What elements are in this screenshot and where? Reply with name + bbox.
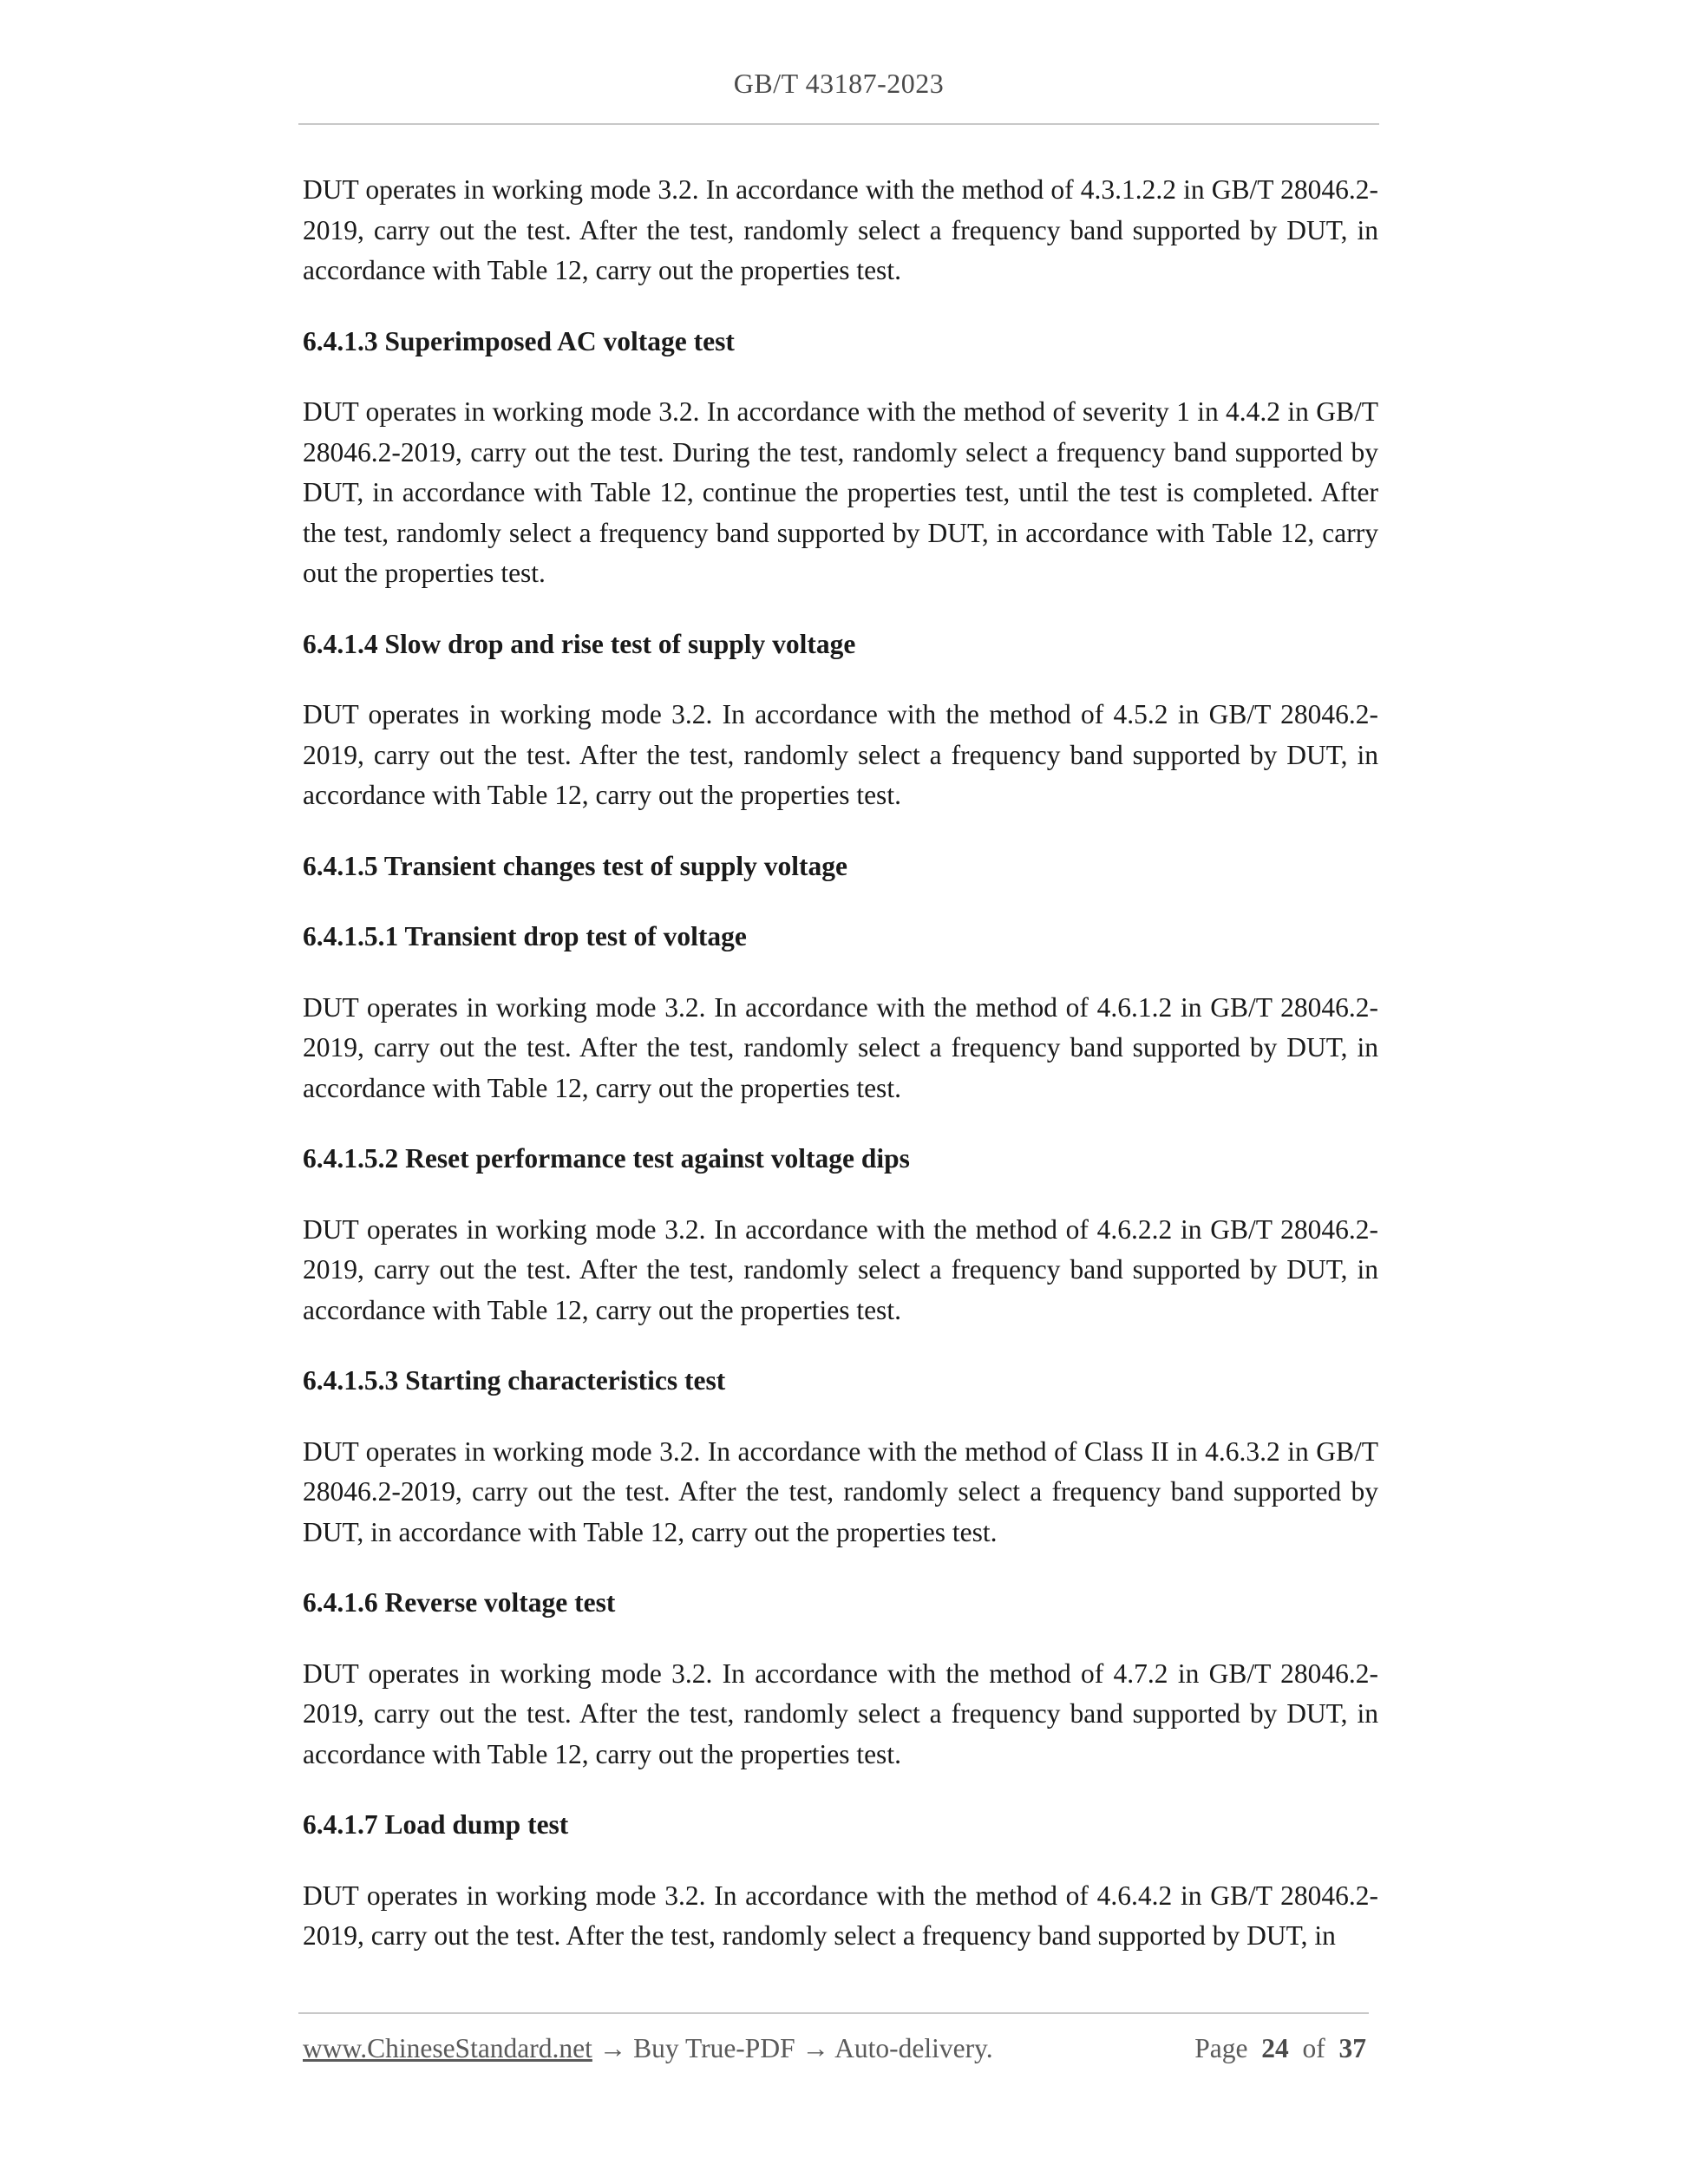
section-heading-6-4-1-3: 6.4.1.3 Superimposed AC voltage test: [303, 325, 735, 356]
section-heading-6-4-1-4: 6.4.1.4 Slow drop and rise test of supply voltage: [303, 628, 856, 659]
of-label: of: [1302, 2033, 1325, 2063]
total-pages-number: 37: [1338, 2033, 1366, 2063]
page-footer: [303, 2033, 1366, 2071]
paragraph: DUT operates in working mode 3.2. In accordance with the method of 4.7.2 in GB/T 28046.2-2019, carry out the test. After the test, randomly select a frequency band supported by DUT, in accordance with Table 12, carry out the properties test.: [303, 1658, 1378, 1769]
section-heading-6-4-1-5-2: 6.4.1.5.2 Reset performance test against voltage dips: [303, 1143, 910, 1174]
page-header-title: GB/T 43187-2023: [733, 68, 945, 99]
page-indicator: [1194, 2033, 1366, 2064]
section-heading-6-4-1-5-1: 6.4.1.5.1 Transient drop test of voltage: [303, 921, 747, 951]
section-heading-6-4-1-5-3: 6.4.1.5.3 Starting characteristics test: [303, 1365, 726, 1396]
section-heading-6-4-1-7: 6.4.1.7 Load dump test: [303, 1809, 569, 1840]
footer-divider: [298, 2012, 1369, 2014]
footer-promo: [303, 2033, 993, 2064]
document-body: [303, 170, 1378, 1987]
website-link[interactable]: www.ChineseStandard.net: [303, 2033, 592, 2063]
paragraph: DUT operates in working mode 3.2. In accordance with the method of 4.6.4.2 in GB/T 28046.2-2019, carry out the test. After the test, randomly select a frequency band supported by DUT, in: [303, 1880, 1378, 1951]
paragraph: DUT operates in working mode 3.2. In accordance with the method of Class II in 4.6.3.2 in GB/T 28046.2-2019, carry out the test. After the test, randomly select a frequency band supported by DUT, in accordance with Table 12, carry out the properties test.: [303, 1435, 1378, 1547]
paragraph: DUT operates in working mode 3.2. In accordance with the method of severity 1 in 4.4.2 in GB/T 28046.2-2019, carry out the test. During the test, randomly select a frequency band supported by DUT, in accordance with Table 12, continue the properties test, until the test is completed. After the test, randomly select a frequency band supported by DUT, in accordance with Table 12, carry out the properties test.: [303, 396, 1378, 588]
arrow-right-icon: →: [801, 2033, 829, 2063]
paragraph: DUT operates in working mode 3.2. In accordance with the method of 4.5.2 in GB/T 28046.2-2019, carry out the test. After the test, randomly select a frequency band supported by DUT, in accordance with Table 12, carry out the properties test.: [303, 699, 1378, 810]
auto-delivery-text: Auto-delivery.: [834, 2033, 993, 2063]
header-divider: [298, 123, 1379, 125]
paragraph: DUT operates in working mode 3.2. In accordance with the method of 4.6.1.2 in GB/T 28046.2-2019, carry out the test. After the test, randomly select a frequency band supported by DUT, in accordance with Table 12, carry out the properties test.: [303, 991, 1378, 1103]
current-page-number: 24: [1261, 2033, 1289, 2063]
buy-true-pdf-text: Buy True-PDF: [633, 2033, 795, 2063]
page-label: Page: [1194, 2033, 1248, 2063]
paragraph: DUT operates in working mode 3.2. In accordance with the method of 4.6.2.2 in GB/T 28046.2-2019, carry out the test. After the test, randomly select a frequency band supported by DUT, in accordance with Table 12, carry out the properties test.: [303, 1213, 1378, 1325]
paragraph: DUT operates in working mode 3.2. In accordance with the method of 4.3.1.2.2 in GB/T 28046.2-2019, carry out the test. After the test, randomly select a frequency band supported by DUT, in accordance with Table 12, carry out the properties test.: [303, 174, 1378, 285]
arrow-right-icon: →: [599, 2033, 627, 2063]
section-heading-6-4-1-5: 6.4.1.5 Transient changes test of supply voltage: [303, 850, 847, 881]
section-heading-6-4-1-6: 6.4.1.6 Reverse voltage test: [303, 1587, 616, 1618]
